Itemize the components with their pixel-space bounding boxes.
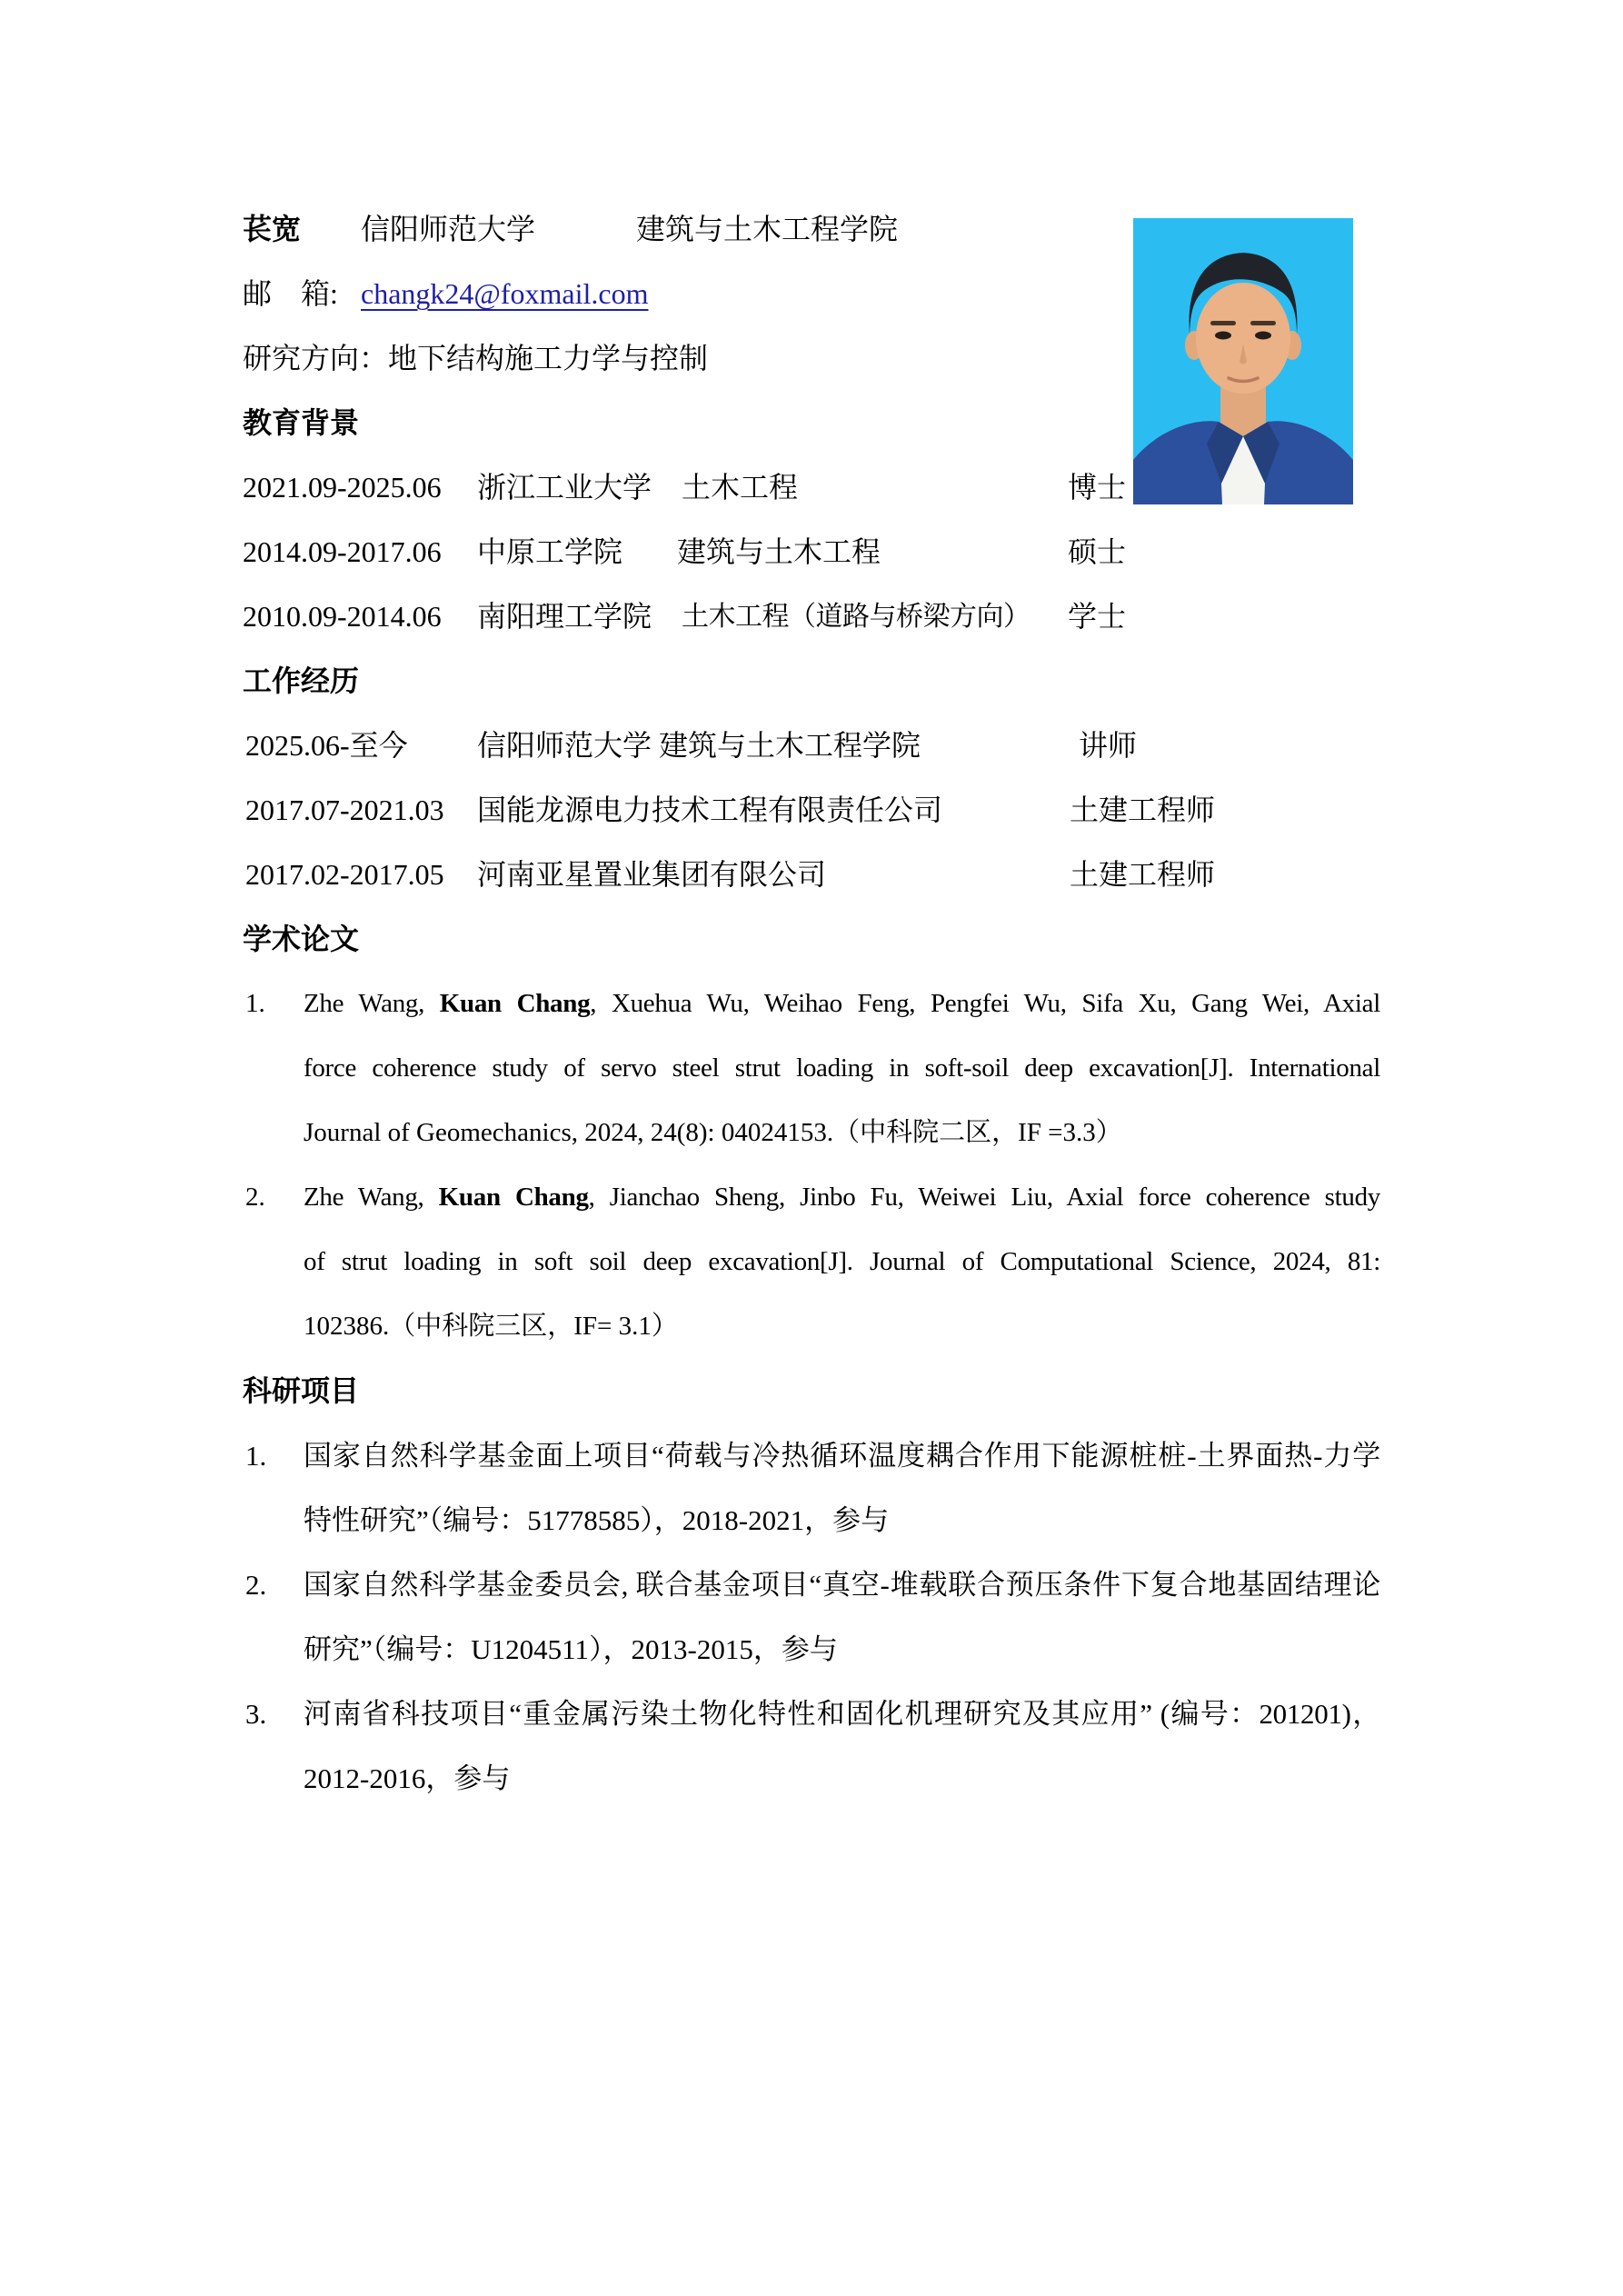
work-position: 土建工程师 [1070, 794, 1216, 826]
paper-line [304, 972, 1380, 1036]
paper-authors: , Xuehua Wu, Weihao Feng, Pengfei Wu, Sifa Xu, Gang Wei, Axial [590, 989, 1380, 1018]
project-item [243, 1423, 1383, 1552]
project-number: 1. [245, 1440, 267, 1472]
paper-line: Journal of Geomechanics, 2024, 24(8): 04024153.（中科院二区，IF =3.3） [304, 1118, 1122, 1147]
project-line: 国家自然科学基金委员会, 联合基金项目“真空-堆载联合预压条件下复合地基固结理论 [304, 1569, 1380, 1601]
work-organization: 信阳师范大学 建筑与土木工程学院 [477, 729, 921, 762]
college-name: 建筑与土木工程学院 [636, 213, 899, 245]
education-school: 浙江工业大学 [477, 471, 652, 504]
project-number: 2. [245, 1569, 267, 1601]
project-text [304, 1552, 1380, 1682]
education-school: 南阳理工学院 [477, 600, 652, 633]
education-period: 2014.09-2017.06 [243, 535, 442, 568]
work-period: 2017.02-2017.05 [245, 858, 444, 891]
paper-number: 2. [245, 1183, 265, 1212]
project-line: 河南省科技项目“重金属污染土物化特性和固化机理研究及其应用” (编号：201201)， [304, 1698, 1380, 1730]
project-line: 国家自然科学基金面上项目“荷载与冷热循环温度耦合作用下能源桩桩-土界面热-力学 [304, 1440, 1380, 1472]
project-text [304, 1423, 1380, 1552]
work-period: 2025.06-至今 [245, 729, 408, 762]
paper-authors: Zhe Wang, [304, 989, 440, 1018]
project-line: 研究”（编号：U1204511），2013-2015，参与 [304, 1633, 838, 1665]
work-organization: 河南亚星置业集团有限公司 [477, 858, 827, 891]
education-row [243, 520, 1383, 584]
work-row [243, 714, 1383, 778]
work-period: 2017.07-2021.03 [245, 794, 444, 826]
work-position: 土建工程师 [1070, 858, 1216, 891]
research-direction: 研究方向：地下结构施工力学与控制 [243, 342, 709, 374]
education-major: 建筑与土木工程 [677, 535, 881, 568]
education-major: 土木工程 [682, 471, 799, 504]
project-line: 2012-2016，参与 [304, 1762, 511, 1794]
id-photo-image [1133, 218, 1353, 504]
project-line: 特性研究”（编号：51778585），2018-2021，参与 [304, 1504, 890, 1536]
education-degree: 博士 [1068, 471, 1127, 504]
paper-line: force coherence study of servo steel strut loading in soft-soil deep excavation[J]. International [304, 1053, 1380, 1083]
paper-line [304, 1165, 1380, 1230]
education-major: 土木工程（道路与桥梁方向） [682, 602, 1031, 632]
project-item [243, 1682, 1383, 1811]
paper-text [304, 1165, 1380, 1359]
work-row [243, 778, 1383, 843]
project-number: 3. [245, 1698, 267, 1730]
paper-authors: Zhe Wang, [304, 1183, 439, 1212]
education-degree: 学士 [1068, 600, 1127, 633]
person-name: 苌宽 [243, 213, 302, 245]
work-row [243, 843, 1383, 907]
work-organization: 国能龙源电力技术工程有限责任公司 [477, 794, 943, 826]
paper-item [243, 1165, 1383, 1359]
education-row [243, 584, 1383, 649]
project-text [304, 1682, 1380, 1811]
education-school: 中原工学院 [477, 535, 623, 568]
paper-authors: , Jianchao Sheng, Jinbo Fu, Weiwei Liu, Axial force coherence study [588, 1183, 1380, 1212]
papers-heading: 学术论文 [243, 923, 360, 955]
paper-item [243, 972, 1383, 1165]
education-heading: 教育背景 [243, 406, 360, 439]
paper-author-highlight: Kuan Chang [438, 1183, 589, 1212]
university-name: 信阳师范大学 [361, 213, 536, 245]
education-degree: 硕士 [1068, 535, 1127, 568]
project-item [243, 1552, 1383, 1682]
work-position: 讲师 [1079, 729, 1138, 762]
paper-text [304, 972, 1380, 1165]
id-photo [1133, 218, 1353, 504]
paper-line: 102386.（中科院三区，IF= 3.1） [304, 1312, 678, 1341]
projects-heading: 科研项目 [243, 1374, 360, 1407]
work-heading: 工作经历 [243, 664, 360, 697]
paper-author-highlight: Kuan Chang [439, 989, 591, 1018]
email-link[interactable]: changk24@foxmail.com [361, 277, 649, 310]
education-period: 2010.09-2014.06 [243, 600, 442, 633]
email-label: 邮 箱: [243, 277, 338, 310]
education-period: 2021.09-2025.06 [243, 471, 442, 504]
paper-line: of strut loading in soft soil deep excavation[J]. Journal of Computational Science, 2024, 81: [304, 1247, 1380, 1276]
paper-number: 1. [245, 989, 265, 1018]
